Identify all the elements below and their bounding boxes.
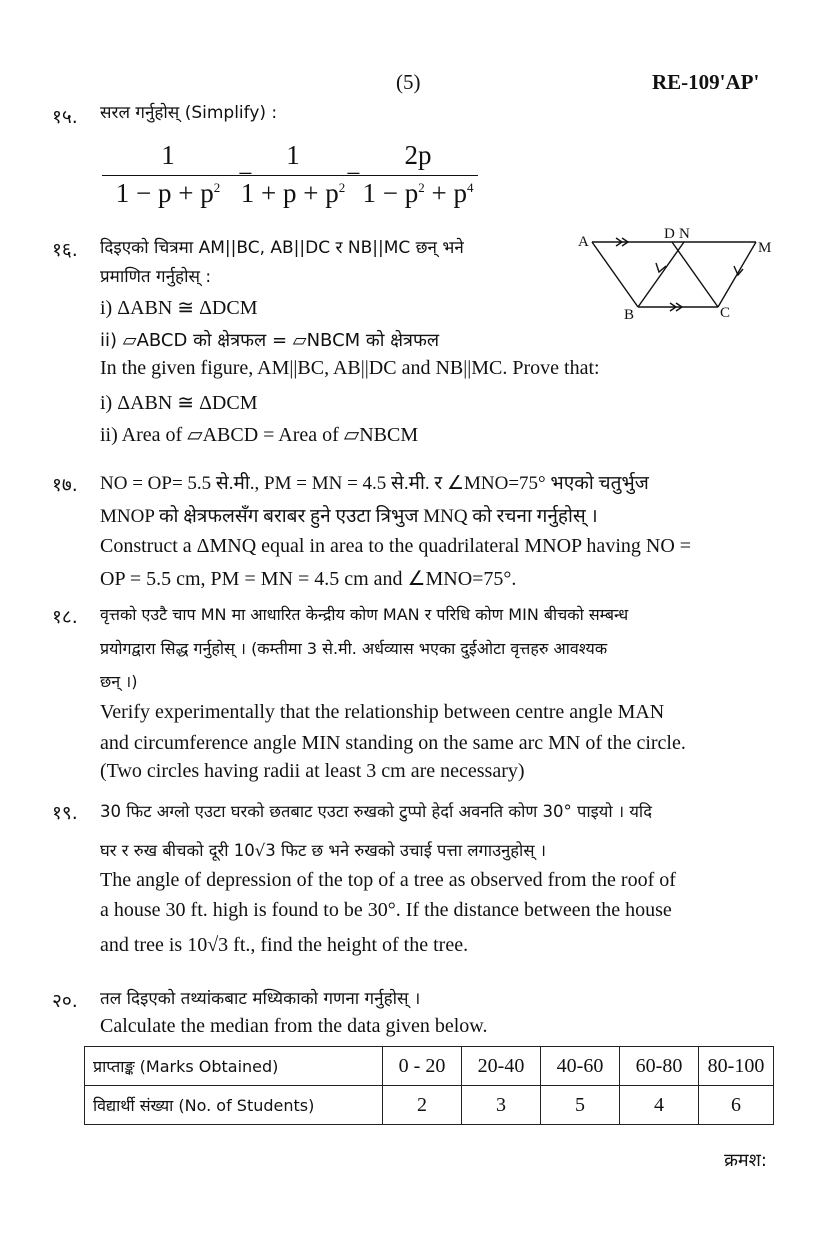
question-19-line-4: a house 30 ft. high is found to be 30°. If the distance between the house: [100, 899, 672, 921]
fraction-1: [102, 140, 234, 209]
table-row-marks: [85, 1047, 774, 1086]
question-17-number: १७.: [52, 474, 78, 496]
label-A: A: [578, 234, 589, 250]
question-16-line-5: In the given figure, AM||BC, AB||DC and NB||MC. Prove that:: [100, 357, 600, 379]
median-data-table: [84, 1046, 774, 1125]
label-D: D: [664, 226, 675, 242]
students-header: विद्यार्थी संख्या (No. of Students): [93, 1095, 315, 1115]
paper-code: RE-109'AP': [652, 70, 760, 94]
question-16-line-2: प्रमाणित गर्नुहोस् :: [100, 267, 212, 287]
marks-header-cell: [85, 1047, 383, 1086]
students-cell: 4: [620, 1086, 699, 1125]
question-16-line-4: ii) ▱ABCD को क्षेत्रफल = ▱NBCM को क्षेत्रफल: [100, 330, 440, 351]
question-18-line-4: Verify experimentally that the relationship between centre angle MAN: [100, 701, 665, 723]
fraction-2: [228, 140, 358, 209]
question-15-instruction: [100, 100, 277, 124]
question-16-line-7: ii) Area of ▱ABCD = Area of ▱NBCM: [100, 424, 419, 446]
fraction-3-den-exp1: 2: [418, 180, 425, 195]
marks-cell: 60-80: [620, 1047, 699, 1086]
marks-header: प्राप्ताङ्क (Marks Obtained): [93, 1056, 279, 1076]
question-17-line-1: NO = OP= 5.5 से.मी., PM = MN = 4.5 से.मी. र ∠MNO=75° भएको चतुर्भुज: [100, 473, 649, 494]
question-20-line-1: तल दिइएको तथ्यांकबाट मध्यिकाको गणना गर्नुहोस् ।: [100, 989, 421, 1009]
question-16-line-1: दिइएको चित्रमा AM||BC, AB||DC र NB||MC छन् भने: [100, 238, 464, 258]
label-B: B: [624, 307, 635, 322]
question-16-line-3: i) ΔABN ≅ ΔDCM: [100, 297, 258, 319]
question-19-line-1: 30 फिट अग्लो एउटा घरको छतबाट एउटा रुखको टुप्पो हेर्दा अवनति कोण 30° पाइयो । यदि: [100, 802, 652, 821]
fraction-2-denominator: [228, 176, 358, 209]
question-18-line-2: प्रयोगद्वारा सिद्ध गर्नुहोस् । (कम्तीमा 3 से.मी. अर्धव्यास भएका दुईओटा वृत्तहरु आवश्यक: [100, 639, 608, 658]
question-18-number: १८.: [52, 606, 78, 628]
question-16-number: १६.: [52, 239, 78, 261]
students-cell: 5: [541, 1086, 620, 1125]
students-header-cell: [85, 1086, 383, 1125]
question-19-line-5: and tree is 10√3 ft., find the height of the tree.: [100, 934, 469, 956]
line-NB: [638, 242, 684, 307]
label-M: M: [758, 240, 772, 256]
marks-cell: 40-60: [541, 1047, 620, 1086]
question-19-number: १९.: [52, 802, 78, 824]
fraction-1-numerator: 1: [161, 140, 175, 170]
fraction-2-den-text: 1 + p + p: [240, 178, 339, 208]
marks-cell: 80-100: [699, 1047, 774, 1086]
question-19-line-3: The angle of depression of the top of a tree as observed from the roof of: [100, 869, 676, 891]
question-16-line-6: i) ΔABN ≅ ΔDCM: [100, 392, 258, 414]
line-AB: [592, 242, 638, 307]
question-20-number: २०.: [52, 990, 78, 1012]
table-row-students: [85, 1086, 774, 1125]
marks-cell: 0 - 20: [383, 1047, 462, 1086]
continued-note: क्रमश:: [724, 1150, 767, 1171]
question-18-line-5: and circumference angle MIN standing on the same arc MN of the circle.: [100, 732, 686, 754]
fraction-3: [358, 140, 478, 209]
question-17-line-2: MNOP को क्षेत्रफलसँग बराबर हुने एउटा त्रिभुज MNQ को रचना गर्नुहोस् ।: [100, 506, 598, 527]
students-cell: 3: [462, 1086, 541, 1125]
question-18-line-3: छन् ।): [100, 672, 138, 691]
fraction-3-denominator: [358, 176, 478, 209]
question-15-number: १५.: [52, 106, 78, 128]
marks-cell: 20-40: [462, 1047, 541, 1086]
fraction-1-denominator: [102, 176, 234, 209]
fraction-3-den-text: 1 − p: [362, 178, 419, 208]
page-number: (5): [396, 70, 421, 94]
question-17-line-3: Construct a ΔMNQ equal in area to the quadrilateral MNOP having NO =: [100, 535, 692, 557]
students-cell: 2: [383, 1086, 462, 1125]
line-MC: [718, 242, 756, 307]
line-DC: [672, 242, 718, 307]
question-20-line-2: Calculate the median from the data given below.: [100, 1015, 488, 1037]
question-19-line-2: घर र रुख बीचको दूरी 10√3 फिट छ भने रुखको उचाई पत्ता लगाउनुहोस् ।: [100, 841, 546, 860]
question-18-line-6: (Two circles having radii at least 3 cm are necessary): [100, 760, 525, 782]
fraction-2-numerator: 1: [286, 140, 300, 170]
fraction-3-den-text2: + p: [424, 178, 467, 208]
question-18-line-1: वृत्तको एउटै चाप MN मा आधारित केन्द्रीय कोण MAN र परिधि कोण MIN बीचको सम्बन्ध: [100, 605, 629, 624]
parallelogram-figure: [578, 222, 778, 322]
minus-sign-2: −: [346, 159, 361, 188]
fraction-3-den-exp2: 4: [466, 180, 474, 195]
label-C: C: [720, 305, 731, 321]
minus-sign-1: −: [238, 159, 253, 188]
question-15-instruction-text: सरल गर्नुहोस् (Simplify) :: [100, 103, 278, 123]
fraction-2-den-exp: 2: [338, 180, 346, 195]
students-cell: 6: [699, 1086, 774, 1125]
fraction-1-den-exp: 2: [213, 180, 221, 195]
label-N: N: [679, 226, 690, 242]
question-17-line-4: OP = 5.5 cm, PM = MN = 4.5 cm and ∠MNO=75°.: [100, 568, 517, 590]
fraction-1-den-text: 1 − p + p: [115, 178, 214, 208]
fraction-3-numerator: 2p: [404, 140, 432, 170]
